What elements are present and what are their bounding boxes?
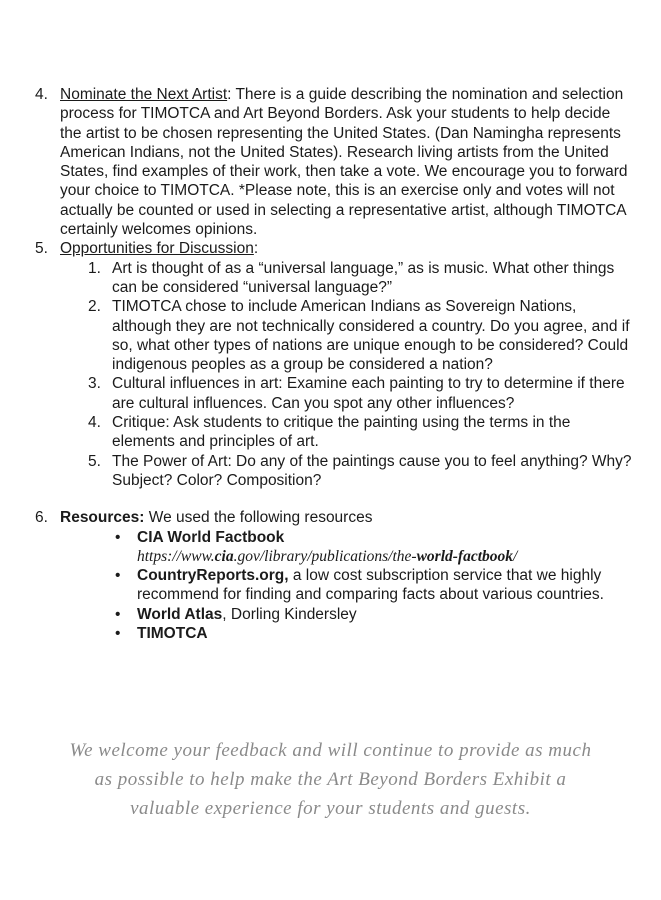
item-text: We used the following resources <box>144 509 373 527</box>
resource-name: CountryReports.org, <box>137 567 289 585</box>
resource-name: TIMOTCA <box>137 625 208 643</box>
url-segment: https://www. <box>137 547 215 565</box>
item-heading <box>60 239 632 258</box>
item-separator: : <box>253 240 259 258</box>
list-item <box>88 452 632 491</box>
list-number: 5. <box>35 240 48 258</box>
resources-bullet-list <box>115 528 632 644</box>
item-heading <box>60 508 632 527</box>
footer-line: valuable experience for your students and guests. <box>130 798 531 819</box>
list-number: 6. <box>35 509 48 527</box>
url-segment: / <box>513 547 518 565</box>
list-item <box>115 624 632 643</box>
list-number: 3. <box>88 375 101 393</box>
list-item <box>115 605 632 624</box>
question-text: Critique: Ask students to critique the painting using the terms in the elements and principles of art. <box>112 414 571 451</box>
resource-name: World Atlas <box>137 605 223 623</box>
footer-line: We welcome your feedback and will continue to provide as much <box>69 740 592 761</box>
list-item <box>115 566 632 605</box>
list-item <box>115 528 632 567</box>
list-item <box>88 413 632 452</box>
item-separator: : <box>227 86 236 103</box>
feedback-footer <box>0 736 661 823</box>
resource-entry <box>137 566 632 605</box>
resource-name: CIA World Factbook <box>137 528 285 546</box>
item-title-underlined: Opportunities for Discussion <box>60 240 254 258</box>
bullet-icon: • <box>115 567 121 585</box>
question-text: The Power of Art: Do any of the paintings cause you to feel anything? Why? Subject? Color? Composition? <box>112 452 632 489</box>
question-text: Art is thought of as a “universal language,” as is music. What other things can be considered “universal language?” <box>112 259 615 296</box>
resource-url <box>137 547 632 566</box>
url-segment-bold: cia <box>214 547 234 565</box>
item-title-bold: Resources: <box>60 509 145 527</box>
question-text: TIMOTCA chose to include American Indians as Sovereign Nations, although they are not technically considered a country. Do you agree, and if so, what other types of nations are unique enough to be considered? Could indigenous peoples as a group be considered a nation? <box>112 298 630 374</box>
resource-entry <box>137 624 632 643</box>
bullet-icon: • <box>115 605 121 623</box>
resource-entry <box>137 528 632 567</box>
resource-description: , Dorling Kindersley <box>222 605 357 623</box>
list-number: 4. <box>35 86 48 103</box>
discussion-questions-list <box>88 259 632 491</box>
list-item-nominate-artist <box>35 85 632 239</box>
list-item <box>88 259 632 298</box>
list-item <box>88 374 632 413</box>
document-content <box>35 85 632 643</box>
question-text: Cultural influences in art: Examine each painting to try to determine if there are cultural influences. Can you spot any other influences? <box>112 375 625 412</box>
list-number: 4. <box>88 414 101 432</box>
resource-description: a low cost subscription service that we highly recommend for finding and comparing facts about various countries. <box>137 567 604 604</box>
list-item <box>88 297 632 374</box>
item-title-underlined: Nominate the Next Artist <box>60 86 228 103</box>
list-number: 2. <box>88 298 101 316</box>
bullet-icon: • <box>115 528 121 546</box>
list-number: 1. <box>88 259 101 277</box>
list-item-discussion <box>35 239 632 490</box>
footer-line: as possible to help make the Art Beyond Borders Exhibit a <box>94 769 567 790</box>
list-item-body <box>60 508 632 643</box>
list-item-resources <box>35 508 632 643</box>
list-item-body <box>60 239 632 490</box>
url-segment-bold: world-factbook <box>416 547 514 565</box>
item-text: There is a guide describing the nomination and selection process for TIMOTCA and Art Beyond Borders. Ask your students to help decide the artist to be chosen representing the United States. (Dan Namingha represents American Indians, not the United States). Research living artists from the United States, find examples of their work, then take a vote. We encourage you to forward your choice to TIMOTCA. *Please note, this is an exercise only and votes will not actually be counted or used in selecting a representative artist, although TIMOTCA certainly welcomes opinions. <box>60 86 628 239</box>
list-item-body <box>60 85 632 239</box>
url-segment: .gov/library/publications/the- <box>233 547 417 565</box>
resource-entry <box>137 605 632 624</box>
bullet-icon: • <box>115 625 121 643</box>
list-number: 5. <box>88 452 101 470</box>
